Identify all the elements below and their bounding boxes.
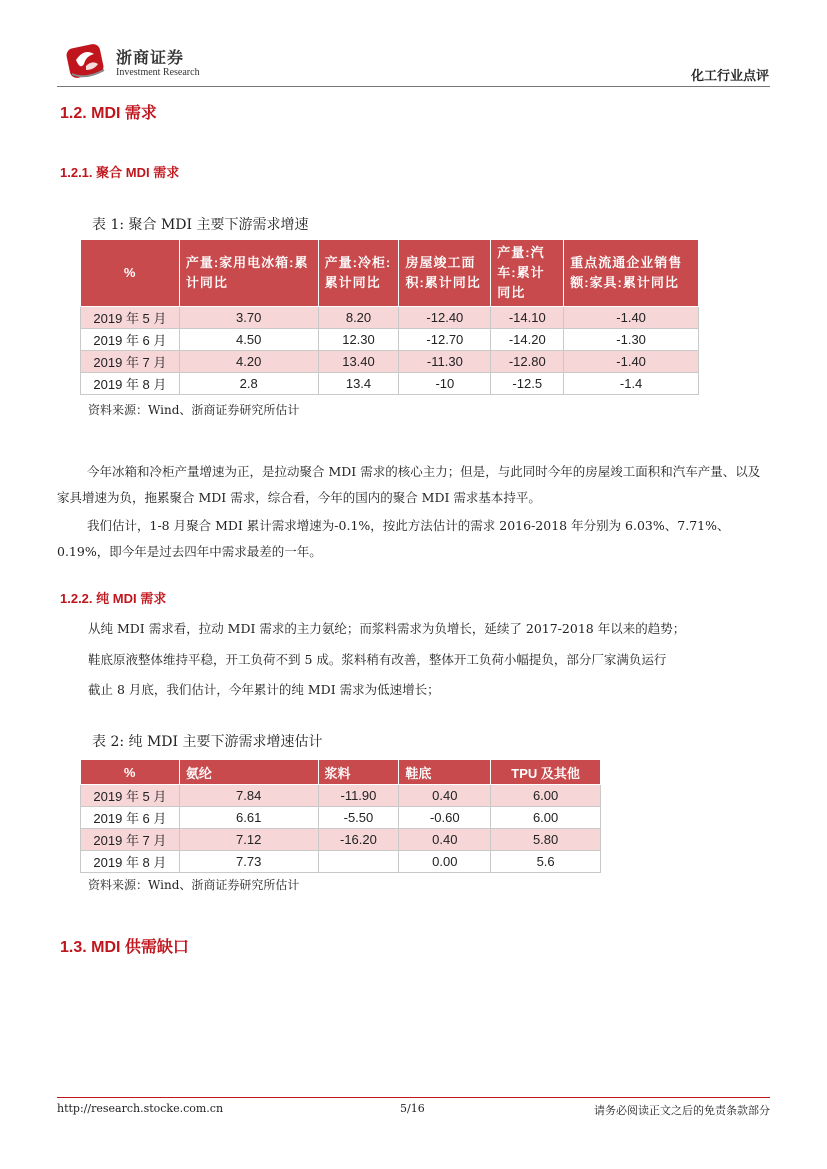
table-cell: 4.20	[179, 350, 318, 372]
table-row	[81, 350, 699, 372]
section-heading-1-3: 1.3. MDI 供需缺口	[60, 939, 189, 956]
table-cell: 0.40	[399, 829, 491, 851]
table-cell: 2019 年 5 月	[81, 785, 180, 807]
table-cell: -1.40	[564, 306, 699, 328]
footer-disclaimer: 请务必阅读正文之后的免责条款部分	[594, 1104, 770, 1117]
table-1-source: 资料来源：Wind、浙商证券研究所估计	[88, 403, 300, 417]
table-row	[81, 328, 699, 350]
table-2	[80, 760, 601, 873]
section-heading-1-2-1: 1.2.1. 聚合 MDI 需求	[60, 165, 180, 180]
table-1-header-housing: 房屋竣工面积:累计同比	[399, 240, 491, 306]
report-type-label: 化工行业点评	[690, 69, 769, 84]
table-cell: -10	[399, 372, 491, 394]
table-cell: -12.80	[491, 350, 564, 372]
table-cell: 5.80	[491, 829, 601, 851]
section-heading-1-2-2: 1.2.2. 纯 MDI 需求	[60, 591, 167, 606]
table-cell: 2019 年 5 月	[81, 306, 180, 328]
table-row	[81, 785, 601, 807]
table-cell: -12.70	[399, 328, 491, 350]
table-cell: 6.00	[491, 785, 601, 807]
table-cell: 7.12	[179, 829, 318, 851]
table-cell	[318, 851, 399, 873]
footer-divider	[57, 1097, 770, 1098]
table-cell: 8.20	[318, 306, 399, 328]
table-cell: 6.61	[179, 807, 318, 829]
table-cell: 2019 年 6 月	[81, 328, 180, 350]
paragraph-polymeric-1: 今年冰箱和冷柜产量增速为正，是拉动聚合 MDI 需求的核心主力；但是，与此同时今年的房屋竣工面积和汽车产量、以及家具增速为负，拖累聚合 MDI 需求，综合看，今年的国内的聚合 MDI 需求基本持平。	[57, 464, 761, 505]
paragraph-polymeric-2: 我们估计，1-8 月聚合 MDI 累计需求增速为-0.1%，按此方法估计的需求 2016-2018 年分别为 6.03%、7.71%、0.19%，即今年是过去四年中需求最差的一年。	[57, 518, 730, 559]
table-row	[81, 372, 699, 394]
table-row	[81, 807, 601, 829]
table-row	[81, 306, 699, 328]
table-1-header-percent: %	[81, 240, 180, 306]
table-cell: 2019 年 7 月	[81, 350, 180, 372]
table-cell: -12.40	[399, 306, 491, 328]
section-heading-1-2: 1.2. MDI 需求	[60, 105, 157, 122]
table-cell: -5.50	[318, 807, 399, 829]
brand-name-en: Investment Research	[116, 67, 200, 78]
table-cell: 6.00	[491, 807, 601, 829]
table-1-caption: 表 1: 聚合 MDI 主要下游需求增速	[92, 217, 309, 233]
table-cell: 5.6	[491, 851, 601, 873]
table-cell: -1.30	[564, 328, 699, 350]
table-cell: -1.40	[564, 350, 699, 372]
table-1-header-fridge: 产量:家用电冰箱:累计同比	[179, 240, 318, 306]
table-2-header-sole: 鞋底	[399, 760, 491, 785]
table-cell: -14.20	[491, 328, 564, 350]
paragraph-pure-1: 从纯 MDI 需求看，拉动 MDI 需求的主力氨纶；而浆料需求为负增长，延续了 2017-2018 年以来的趋势；	[88, 621, 686, 636]
table-cell: 2.8	[179, 372, 318, 394]
table-2-caption: 表 2: 纯 MDI 主要下游需求增速估计	[92, 734, 323, 750]
table-row	[81, 851, 601, 873]
table-1-header-auto: 产量:汽车:累计同比	[491, 240, 564, 306]
table-cell: -16.20	[318, 829, 399, 851]
brand-logo-icon	[66, 40, 108, 80]
table-row	[81, 829, 601, 851]
table-2-header-percent: %	[81, 760, 180, 785]
table-cell: 4.50	[179, 328, 318, 350]
table-cell: 0.00	[399, 851, 491, 873]
table-1	[80, 240, 699, 395]
table-cell: -11.90	[318, 785, 399, 807]
table-2-header-spandex: 氨纶	[179, 760, 318, 785]
brand-name-cn: 浙商证券	[116, 48, 185, 67]
footer-url-link[interactable]: http://research.stocke.com.cn	[57, 1102, 224, 1115]
table-cell: -0.60	[399, 807, 491, 829]
table-cell: 0.40	[399, 785, 491, 807]
table-2-header-slurry: 浆料	[318, 760, 399, 785]
table-2-header-tpu: TPU 及其他	[491, 760, 601, 785]
paragraph-pure-2: 鞋底原液整体维持平稳，开工负荷不到 5 成。浆料稍有改善，整体开工负荷小幅提负，部分厂家满负运行	[88, 652, 667, 667]
table-2-source: 资料来源：Wind、浙商证券研究所估计	[88, 878, 300, 892]
table-cell: -14.10	[491, 306, 564, 328]
table-cell: -11.30	[399, 350, 491, 372]
table-cell: 2019 年 8 月	[81, 372, 180, 394]
table-cell: 2019 年 7 月	[81, 829, 180, 851]
table-1-header-freezer: 产量:冷柜:累计同比	[318, 240, 399, 306]
table-cell: 2019 年 8 月	[81, 851, 180, 873]
table-cell: -1.4	[564, 372, 699, 394]
table-cell: 13.4	[318, 372, 399, 394]
table-1-header-furniture: 重点流通企业销售额:家具:累计同比	[564, 240, 699, 306]
header-divider	[57, 86, 770, 87]
table-cell: 3.70	[179, 306, 318, 328]
paragraph-pure-3: 截止 8 月底，我们估计，今年累计的纯 MDI 需求为低速增长；	[88, 682, 440, 697]
table-cell: 2019 年 6 月	[81, 807, 180, 829]
table-cell: 12.30	[318, 328, 399, 350]
table-cell: -12.5	[491, 372, 564, 394]
footer-page-number: 5/16	[400, 1102, 425, 1115]
table-cell: 7.84	[179, 785, 318, 807]
table-cell: 13.40	[318, 350, 399, 372]
table-cell: 7.73	[179, 851, 318, 873]
